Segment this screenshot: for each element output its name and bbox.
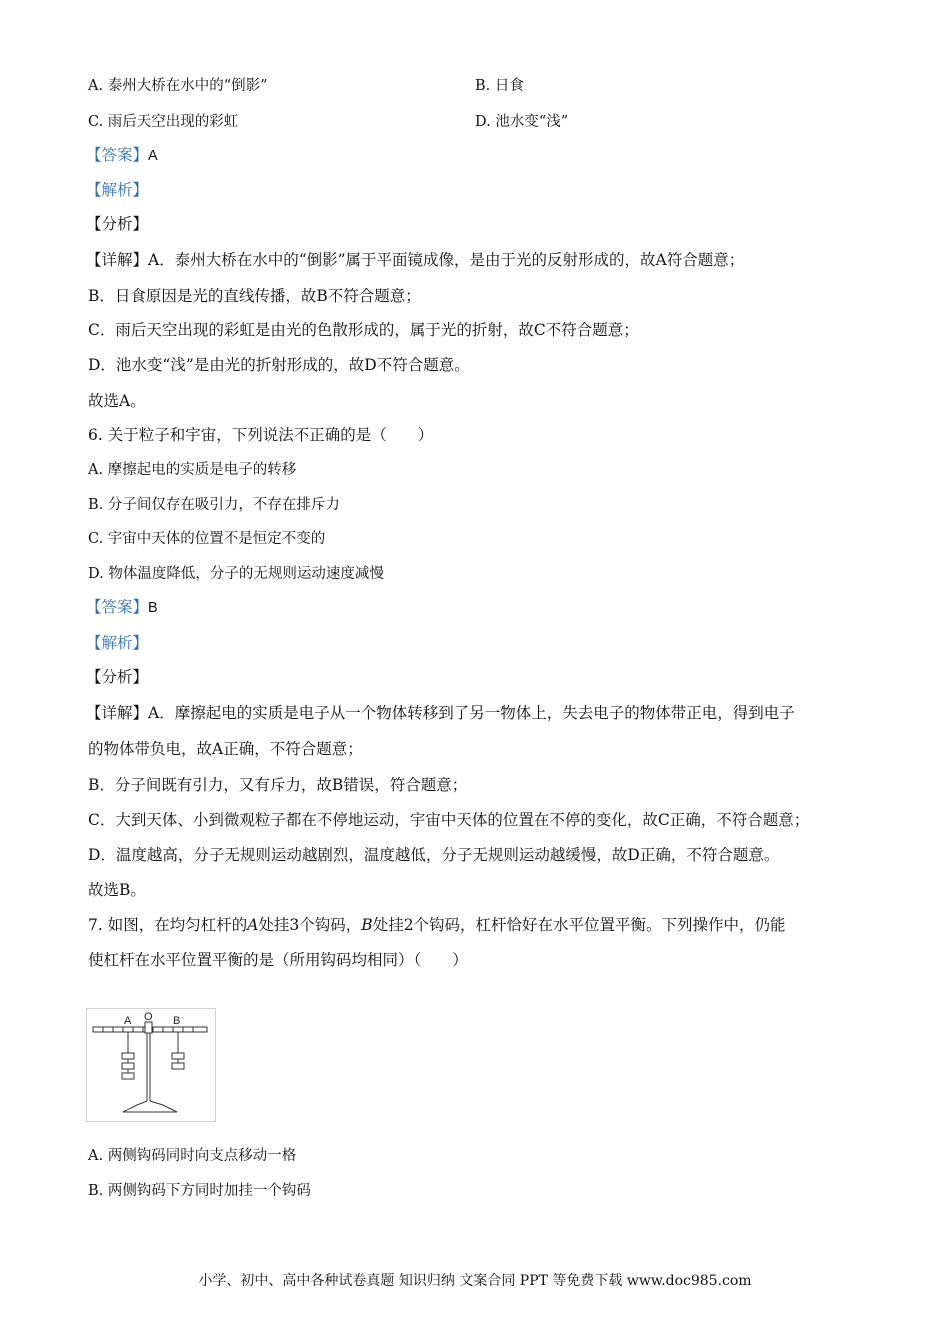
q5-answer: A (148, 148, 158, 164)
weight (122, 1053, 134, 1059)
q7-option-a: A. 两侧钩码同时向支点移动一格 (88, 1148, 297, 1164)
weight (172, 1063, 184, 1069)
detail-tag: 【详解】 (86, 704, 149, 722)
q6-option-c: C. 宇宙中天体的位置不是恒定不变的 (88, 531, 326, 547)
footer-watermark-text: 小学、初中、高中各种试卷真题 知识归纳 文案合同 PPT 等免费下载 www.doc985.com (198, 1273, 752, 1289)
q5-option-a: A. 泰州大桥在水中的“倒影” (88, 78, 268, 94)
q5-option-b: B. 日食 (475, 78, 524, 94)
q5-detail-1 (86, 250, 744, 270)
q7-stem-part: 7. 如图，在均匀杠杆的 (88, 916, 248, 934)
q6-detail-1a-text: A．摩擦起电的实质是电子从一个物体转移到了另一物体上，失去电子的物体带正电，得到电子 (148, 704, 795, 722)
label-o: O (144, 1011, 153, 1023)
q6-conclusion: 故选B。 (88, 881, 146, 899)
detail-tag: 【详解】 (86, 251, 149, 269)
q6-detail-3: C．大到天体、小到微观粒子都在不停地运动，宇宙中天体的位置在不停的变化，故C正确，不符合题意； (88, 811, 810, 829)
weight (172, 1053, 184, 1059)
weight (122, 1073, 134, 1079)
q7-stem-line-1 (88, 915, 786, 935)
q5-detail-2: B．日食原因是光的直线传播，故B不符合题意； (88, 287, 421, 305)
q7-point-b: B (361, 916, 373, 934)
q6-detail-1a (86, 703, 795, 723)
q7-option-b: B. 两侧钩码下方同时加挂一个钩码 (88, 1183, 311, 1199)
q5-option-c: C. 雨后天空出现的彩虹 (88, 114, 239, 130)
q5-analysis-tag: 【解析】 (86, 181, 149, 199)
q6-detail-4: D．温度越高，分子无规则运动越剧烈，温度越低，分子无规则运动越缓慢，故D正确，不符合题意。 (88, 846, 780, 864)
label-a: A (124, 1015, 132, 1027)
q5-fenxi-tag: 【分析】 (86, 215, 149, 233)
q7-stem-part: 处挂2个钩码，杠杆恰好在水平位置平衡。下列操作中，仍能 (372, 916, 786, 934)
answer-tag: 【答案】 (86, 598, 149, 616)
q5-answer-line (86, 145, 158, 166)
q5-conclusion: 故选A。 (88, 392, 146, 410)
q6-stem: 6. 关于粒子和宇宙，下列说法不正确的是（ ） (88, 426, 434, 444)
lever-figure (86, 1008, 216, 1122)
q7-stem-part: 处挂3个钩码， (258, 916, 362, 934)
q5-detail-3: C．雨后天空出现的彩虹是由光的色散形成的，属于光的折射，故C不符合题意； (88, 321, 639, 339)
q5-detail-1-text: A．泰州大桥在水中的“倒影”属于平面镜成像，是由于光的反射形成的，故A符合题意； (148, 251, 745, 269)
q5-option-d: D. 池水变“浅” (475, 114, 569, 130)
q6-detail-1b: 的物体带负电，故A正确，不符合题意； (88, 740, 363, 758)
q6-analysis-tag: 【解析】 (86, 634, 149, 652)
q7-stem-line-2: 使杠杆在水平位置平衡的是（所用钩码均相同）（ ） (88, 951, 468, 969)
q6-detail-2: B．分子间既有引力，又有斥力，故B错误，符合题意； (88, 776, 468, 794)
q6-option-b: B. 分子间仅存在吸引力，不存在排斥力 (88, 497, 340, 513)
pivot-block (145, 1022, 152, 1033)
answer-tag: 【答案】 (86, 146, 149, 164)
q6-answer-line (86, 597, 158, 618)
weight (122, 1063, 134, 1069)
label-b: B (173, 1015, 181, 1027)
lever-diagram (87, 1009, 215, 1121)
q6-option-a: A. 摩擦起电的实质是电子的转移 (88, 462, 297, 478)
q6-answer: B (148, 600, 158, 616)
q6-option-d: D. 物体温度降低，分子的无规则运动速度减慢 (88, 566, 384, 582)
q7-point-a: A (247, 916, 259, 934)
q5-detail-4: D．池水变“浅”是由光的折射形成的，故D不符合题意。 (88, 356, 470, 374)
q6-fenxi-tag: 【分析】 (86, 668, 149, 686)
stand-base (123, 1101, 177, 1112)
